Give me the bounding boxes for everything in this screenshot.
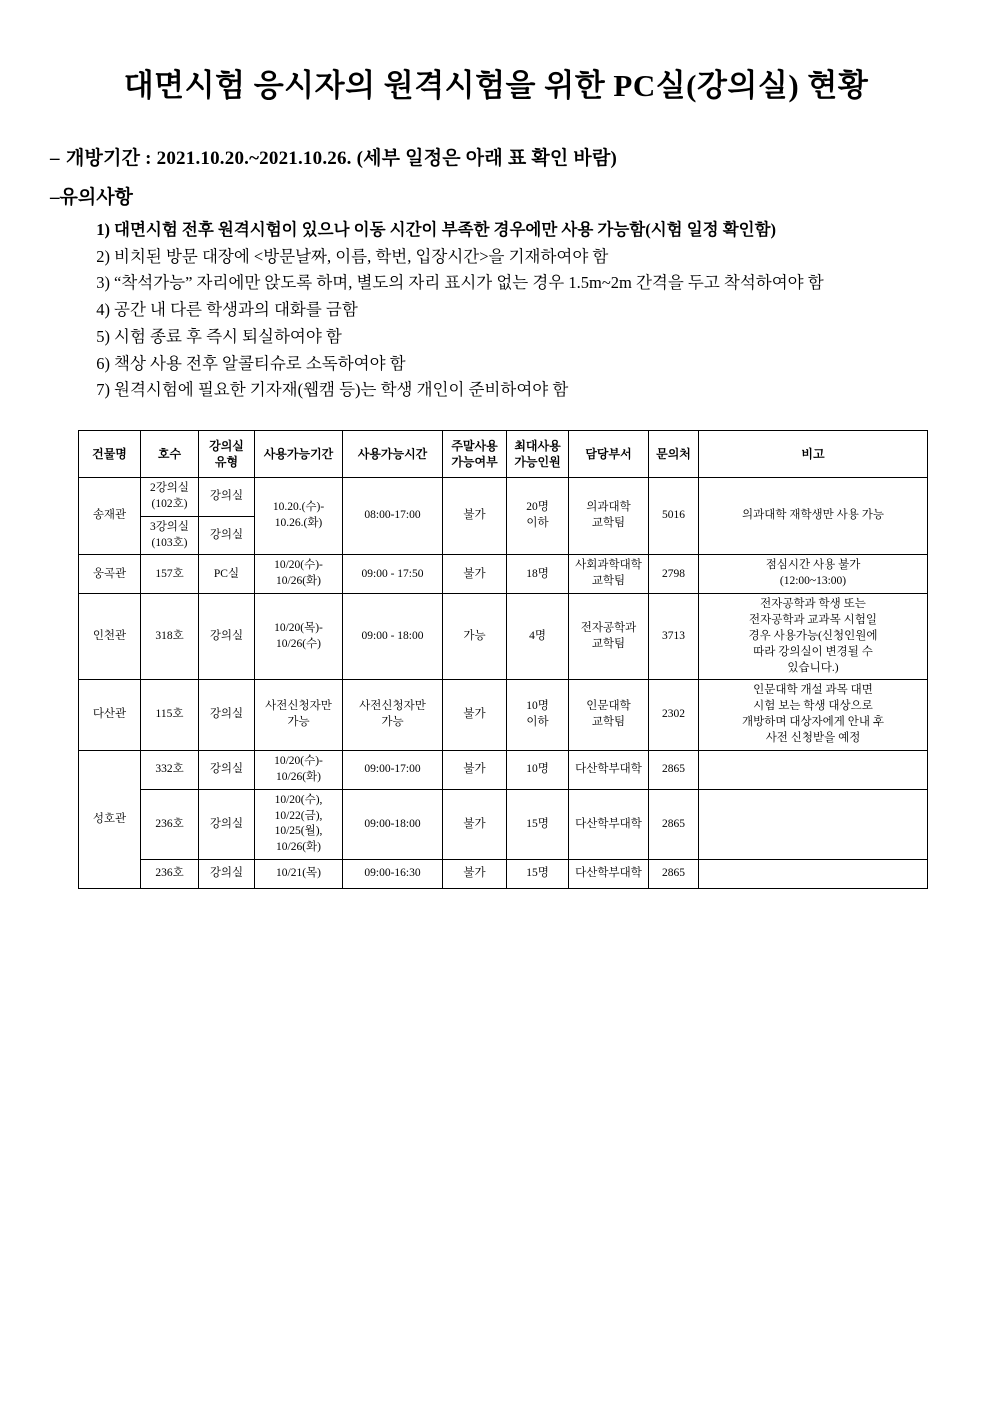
cell-room: 332호 [141, 750, 199, 789]
list-item [84, 324, 948, 351]
cell-period [255, 680, 343, 750]
list-item [84, 217, 948, 244]
cell-remark-line5: 있습니다.) [787, 661, 839, 674]
cell-period [255, 789, 343, 859]
cell-weekend: 불가 [443, 750, 507, 789]
list-item-number: 6) [96, 353, 110, 373]
cell-remark [699, 750, 928, 789]
cell-time: 09:00 - 17:50 [343, 555, 443, 594]
cell-remark-line1: 점심시간 사용 불가 [765, 559, 861, 572]
cell-room: 157호 [141, 555, 199, 594]
col-header-dept: 담당부서 [569, 431, 649, 478]
col-header-remark: 비고 [699, 431, 928, 478]
col-header-weekend-line2: 가능여부 [451, 455, 498, 470]
list-item [84, 297, 948, 324]
col-header-period: 사용가능기간 [255, 431, 343, 478]
cell-capacity [507, 680, 569, 750]
page-title: 대면시험 응시자의 원격시험을 위한 PC실(강의실) 현황 [123, 68, 869, 103]
cell-building: 다산관 [79, 680, 141, 750]
cell-dept-line1: 인문대학 [586, 700, 631, 713]
cell-period-line1: 10/20(수), [274, 793, 323, 806]
cell-dept-line2: 교학팀 [591, 575, 626, 588]
table-row [79, 750, 928, 789]
cell-period-line1: 사전신청자만 [265, 700, 332, 713]
list-item-number: 7) [96, 380, 110, 400]
cell-dept-line1: 사회과학대학 [575, 559, 642, 572]
list-item-label: 대면시험 전후 원격시험이 있으나 이동 시간이 부족한 경우에만 사용 가능함(시험 일정 확인함) [114, 220, 777, 239]
cell-room-line2: (103호) [151, 536, 188, 549]
cell-dept: 다산학부대학 [569, 860, 649, 889]
cell-room-type: PC실 [199, 555, 255, 594]
col-header-room-type-line2: 유형 [214, 455, 239, 470]
col-header-room-type-line1: 강의실 [209, 438, 244, 453]
list-item-label: 시험 종료 후 즉시 퇴실하여야 함 [114, 326, 342, 346]
list-item [84, 244, 948, 271]
cell-period-line2: 10/26(수) [276, 637, 321, 650]
table-row [79, 789, 928, 859]
table-row [79, 594, 928, 680]
cell-room-type: 강의실 [199, 594, 255, 680]
cell-period [255, 750, 343, 789]
cell-weekend: 가능 [443, 594, 507, 680]
list-item-number: 3) [96, 273, 110, 293]
cell-period-line2: 10/26(화) [276, 575, 321, 588]
notes-list [44, 217, 948, 404]
list-item-label: 비치된 방문 대장에 <방문날짜, 이름, 학번, 입장시간>을 기재하여야 함 [114, 246, 609, 266]
table-row [79, 860, 928, 889]
cell-period-line2: 10/22(금), [274, 809, 323, 822]
cell-dept [569, 478, 649, 555]
col-header-weekend [443, 431, 507, 478]
cell-time-line2: 가능 [381, 716, 404, 729]
open-period-text: 개방기간 : 2021.10.20.~2021.10.26. (세부 일정은 아래 표 확인 바람) [66, 148, 618, 169]
list-item-label: “착석가능” 자리에만 앉도록 하며, 별도의 자리 표시가 없는 경우 1.5m~2m 간격을 두고 착석하여야 함 [114, 273, 824, 293]
classroom-status-table [78, 430, 928, 889]
cell-time: 08:00-17:00 [343, 478, 443, 555]
list-item-label: 공간 내 다른 학생과의 대화를 금함 [114, 300, 358, 320]
cell-weekend: 불가 [443, 478, 507, 555]
cell-dept-line2: 교학팀 [591, 517, 626, 530]
cell-room [141, 516, 199, 555]
cell-building: 송재관 [79, 478, 141, 555]
cell-building: 성호관 [79, 750, 141, 888]
list-item [84, 351, 948, 378]
cell-remark [699, 789, 928, 859]
cell-remark-line4: 사전 신청받을 예정 [765, 732, 861, 745]
cell-contact: 2865 [649, 789, 699, 859]
col-header-weekend-line1: 주말사용 [451, 438, 498, 453]
cell-time: 09:00 - 18:00 [343, 594, 443, 680]
list-item-number: 2) [96, 246, 110, 266]
cell-capacity [507, 478, 569, 555]
cell-contact: 5016 [649, 478, 699, 555]
cell-period-line3: 10/25(월), [274, 825, 323, 838]
cell-period-line2: 10.26.(화) [274, 517, 323, 530]
cell-room-line1: 3강의실 [149, 520, 190, 533]
cell-dept [569, 555, 649, 594]
col-header-contact: 문의처 [649, 431, 699, 478]
notes-heading-text: 유의사항 [59, 187, 133, 208]
cell-room-type: 강의실 [199, 750, 255, 789]
cell-contact: 2798 [649, 555, 699, 594]
cell-contact: 2865 [649, 750, 699, 789]
list-item-label: 원격시험에 필요한 기자재(웹캠 등)는 학생 개인이 준비하여야 함 [114, 380, 569, 400]
cell-dept-line1: 전자공학과 [580, 621, 637, 634]
cell-weekend: 불가 [443, 860, 507, 889]
dash-marker: – [50, 148, 60, 169]
cell-contact: 2865 [649, 860, 699, 889]
cell-remark-line1: 전자공학과 학생 또는 [760, 598, 866, 611]
cell-remark-line1: 인문대학 개설 과목 대면 [753, 684, 873, 697]
cell-period-line4: 10/26(화) [276, 841, 321, 854]
cell-remark-line3: 개방하며 대상자에게 안내 후 [742, 716, 884, 729]
cell-building: 웅곡관 [79, 555, 141, 594]
cell-period-line2: 10/26(화) [276, 770, 321, 783]
cell-time: 09:00-16:30 [343, 860, 443, 889]
cell-weekend: 불가 [443, 555, 507, 594]
cell-dept: 다산학부대학 [569, 750, 649, 789]
cell-building: 인천관 [79, 594, 141, 680]
cell-time: 09:00-17:00 [343, 750, 443, 789]
cell-period [255, 555, 343, 594]
cell-room-type: 강의실 [199, 478, 255, 517]
cell-room: 236호 [141, 860, 199, 889]
cell-remark-line2: 전자공학과 교과목 시험일 [749, 614, 877, 627]
cell-room-line2: (102호) [151, 497, 188, 510]
cell-period-line1: 10.20.(수)- [272, 501, 325, 514]
cell-period [255, 594, 343, 680]
open-period-line [50, 143, 948, 170]
cell-time: 09:00-18:00 [343, 789, 443, 859]
cell-remark [699, 555, 928, 594]
cell-period [255, 478, 343, 555]
table-row [79, 680, 928, 750]
cell-capacity: 15명 [507, 860, 569, 889]
cell-room-type: 강의실 [199, 860, 255, 889]
cell-period-line1: 10/20(수)- [274, 559, 323, 572]
col-header-capacity [507, 431, 569, 478]
dash-marker: – [50, 187, 60, 208]
cell-dept-line2: 교학팀 [591, 716, 626, 729]
col-header-time: 사용가능시간 [343, 431, 443, 478]
cell-capacity: 10명 [507, 750, 569, 789]
col-header-capacity-line2: 가능인원 [514, 455, 561, 470]
col-header-room: 호수 [141, 431, 199, 478]
cell-remark [699, 594, 928, 680]
list-item-number: 4) [96, 300, 110, 320]
cell-time-line1: 사전신청자만 [359, 700, 426, 713]
cell-room-line1: 2강의실 [149, 482, 190, 495]
cell-dept-line2: 교학팀 [591, 637, 626, 650]
table-row [79, 478, 928, 517]
cell-contact: 2302 [649, 680, 699, 750]
cell-weekend: 불가 [443, 789, 507, 859]
list-item-label: 책상 사용 전후 알콜티슈로 소독하여야 함 [114, 353, 406, 373]
period-section [44, 143, 948, 404]
cell-dept [569, 594, 649, 680]
cell-capacity: 4명 [507, 594, 569, 680]
cell-remark-line2: (12:00~13:00) [779, 575, 847, 588]
cell-remark-line4: 따라 강의실이 변경될 수 [753, 645, 873, 658]
list-item [84, 377, 948, 404]
cell-remark [699, 680, 928, 750]
cell-weekend: 불가 [443, 680, 507, 750]
cell-capacity-line1: 20명 [526, 501, 549, 514]
col-header-room-type [199, 431, 255, 478]
cell-capacity-line1: 10명 [526, 700, 549, 713]
col-header-building: 건물명 [79, 431, 141, 478]
cell-dept: 다산학부대학 [569, 789, 649, 859]
list-item [84, 270, 948, 297]
cell-capacity: 15명 [507, 789, 569, 859]
col-header-capacity-line1: 최대사용 [514, 438, 561, 453]
cell-capacity-line2: 이하 [526, 517, 549, 530]
cell-room [141, 478, 199, 517]
cell-room: 115호 [141, 680, 199, 750]
cell-room-type: 강의실 [199, 680, 255, 750]
cell-dept [569, 680, 649, 750]
cell-remark [699, 860, 928, 889]
cell-remark-line3: 경우 사용가능(신청인원에 [748, 629, 878, 642]
list-item-number: 5) [96, 326, 110, 346]
cell-period-line1: 10/20(수)- [274, 754, 323, 767]
list-item-number: 1) [96, 220, 110, 239]
cell-capacity: 18명 [507, 555, 569, 594]
cell-room: 318호 [141, 594, 199, 680]
cell-capacity-line2: 이하 [526, 716, 549, 729]
cell-period-line2: 가능 [287, 716, 310, 729]
cell-contact: 3713 [649, 594, 699, 680]
cell-period: 10/21(목) [255, 860, 343, 889]
cell-period-line1: 10/20(목)- [274, 621, 323, 634]
cell-remark: 의과대학 재학생만 사용 가능 [699, 478, 928, 555]
cell-remark-line2: 시험 보는 학생 대상으로 [753, 700, 873, 713]
table-header-row [79, 431, 928, 478]
notes-heading [50, 182, 948, 209]
cell-time [343, 680, 443, 750]
table-row [79, 555, 928, 594]
cell-room-type: 강의실 [199, 789, 255, 859]
cell-room: 236호 [141, 789, 199, 859]
cell-dept-line1: 의과대학 [586, 501, 631, 514]
cell-room-type: 강의실 [199, 516, 255, 555]
